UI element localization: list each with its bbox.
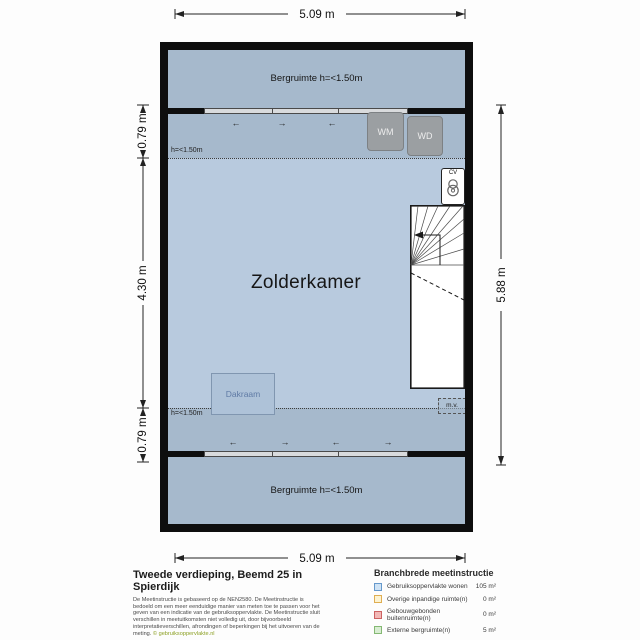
caption-block xyxy=(133,569,333,637)
slide-arrow-left-icon: ← xyxy=(331,437,341,447)
slide-arrow-right-icon: → xyxy=(383,437,393,447)
legend-item-wonen xyxy=(374,583,496,591)
washing-machine-label: WM xyxy=(377,126,394,137)
dimension-left-top-label: 0.79 m xyxy=(137,113,149,149)
legend-item-value: 5 m² xyxy=(483,626,496,634)
slide-arrow-left-icon: ← xyxy=(231,118,241,128)
roof-window-label: Dakraam xyxy=(225,389,261,399)
legend-item-value: 105 m² xyxy=(475,583,496,590)
height-limit-line-top xyxy=(168,158,465,159)
door-divider xyxy=(338,451,339,457)
cv-boiler xyxy=(441,168,465,205)
legend-item-label: Gebouwgebonden buitenruimte(n) xyxy=(387,607,441,622)
slide-arrow-left-icon: ← xyxy=(228,437,238,447)
legend-swatch-yellow xyxy=(374,595,382,603)
legend-item-value: 0 m² xyxy=(483,611,496,618)
slide-arrow-right-icon: → xyxy=(280,437,290,447)
credit-link[interactable]: © gebruiksoppervlakte.nl xyxy=(152,630,215,637)
door-divider xyxy=(272,108,273,114)
dimension-left-mid-label: 4.30 m xyxy=(137,265,149,301)
door-divider xyxy=(272,451,273,457)
floorplan-interior xyxy=(168,50,465,524)
staircase xyxy=(410,205,465,389)
legend-swatch-blue xyxy=(374,583,382,591)
legend-title: Branchbrede meetinstructie xyxy=(374,568,494,578)
boiler-icon xyxy=(445,176,461,198)
floorplan-title: Tweede verdieping, Beemd 25 in Spierdijk xyxy=(133,569,303,593)
measurement-disclaimer xyxy=(133,597,323,637)
dryer xyxy=(407,116,443,156)
legend-item-label: Gebruiksoppervlakte wonen xyxy=(387,583,468,590)
dryer-label: WD xyxy=(417,131,433,141)
height-limit-label-top: h=<1.50m xyxy=(171,147,203,154)
dimension-left-bottom-label: 0.79 m xyxy=(137,417,149,453)
legend-item-externe-bergruimte xyxy=(374,626,496,634)
disclaimer-text: De Meetinstructie is gebaseerd op de NEN2580. De Meetinstructie is bedoeld om een meer eenduidige manier van meten toe te passen voor het geven van een indicatie van de gebruiksoppervlakte. De Meetinstructie sluit verschillen in meetuitkomsten niet volledig uit, door bijvoorbeeld interpretatieverschillen, afrondingen of beperkingen bij het uitvoeren van de meting. xyxy=(133,597,320,637)
legend-item-label: Overige inpandige ruimte(n) xyxy=(387,595,468,603)
legend-swatch-red xyxy=(374,611,382,619)
bergruimte-bottom-label: Bergruimte h=<1.50m xyxy=(270,485,363,496)
legend-item-inpandig xyxy=(374,595,496,603)
dimension-right-label: 5.88 m xyxy=(496,267,508,303)
dimension-right xyxy=(489,100,515,472)
legend-item-value: 0 m² xyxy=(483,595,496,603)
dimension-top-label: 5.09 m xyxy=(299,9,335,21)
sliding-door-bottom xyxy=(204,451,408,457)
washing-machine xyxy=(367,112,404,151)
room-name-label: Zolderkamer xyxy=(251,272,361,293)
slide-arrow-left-icon: ← xyxy=(327,118,337,128)
floorplan-outer-wall xyxy=(160,42,473,532)
dimension-bottom-label: 5.09 m xyxy=(299,553,335,565)
roof-window xyxy=(211,373,275,415)
door-divider xyxy=(338,108,339,114)
dimension-left xyxy=(129,100,153,472)
bergruimte-top-label: Bergruimte h=<1.50m xyxy=(270,73,363,84)
dimension-top xyxy=(160,4,473,22)
legend-item-buitenruimte xyxy=(374,608,496,622)
legend-item-label: Externe bergruimte(n) xyxy=(387,626,451,634)
slide-arrow-right-icon: → xyxy=(277,118,287,128)
mechanical-ventilation-label: m.v. xyxy=(446,402,458,409)
height-limit-label-bottom: h=<1.50m xyxy=(171,410,203,417)
legend xyxy=(374,568,496,634)
legend-swatch-green xyxy=(374,626,382,634)
cv-boiler-label: CV xyxy=(448,170,458,176)
mechanical-ventilation xyxy=(438,398,465,414)
dimension-bottom xyxy=(160,548,473,566)
